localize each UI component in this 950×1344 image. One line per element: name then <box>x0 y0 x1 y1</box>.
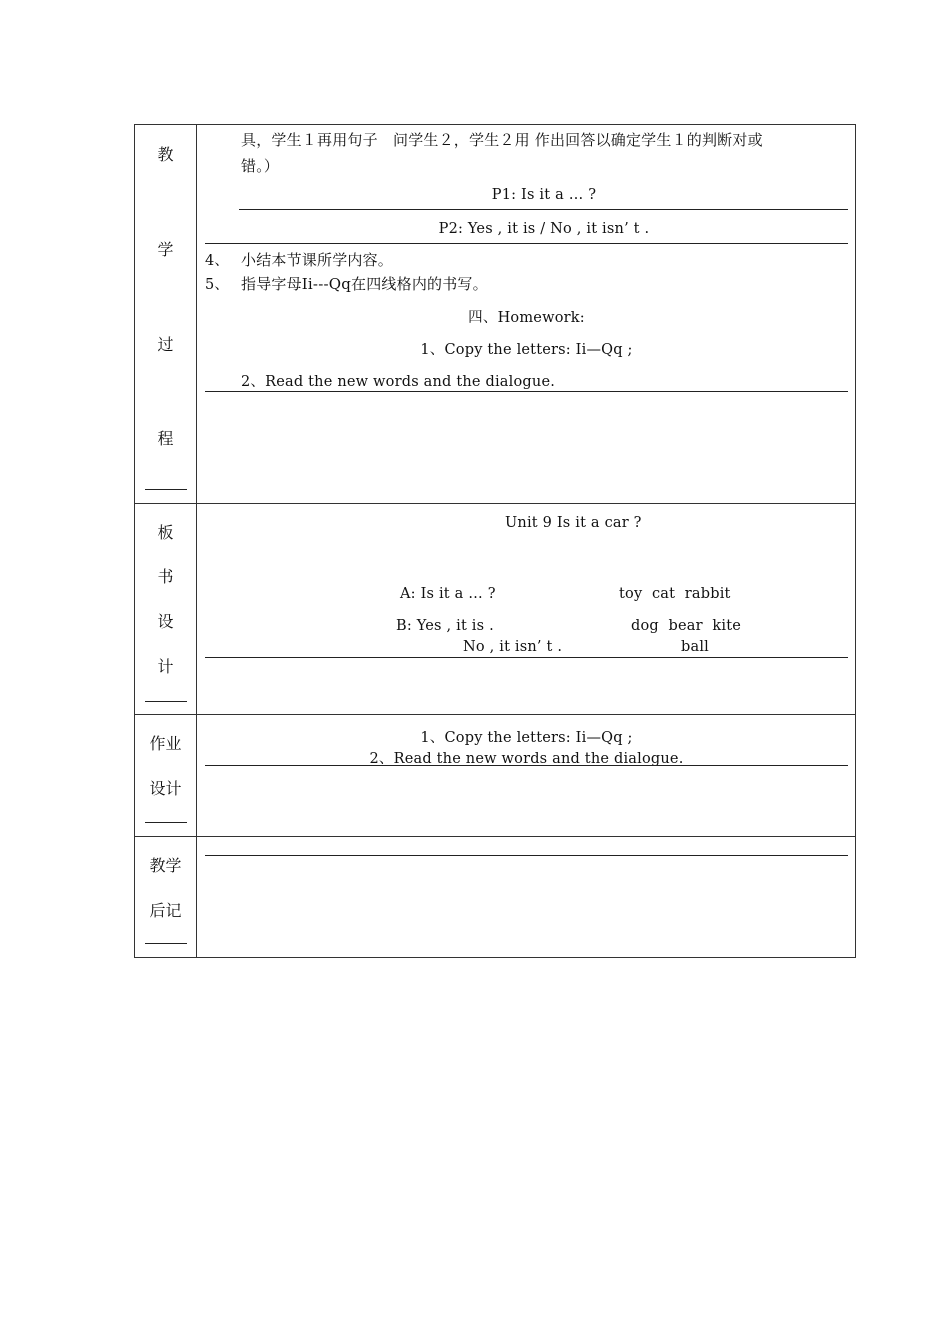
row-divider <box>135 836 855 837</box>
homework-line: 1、Copy the letters: Ii—Qq ; <box>420 730 633 746</box>
board-label-char: 计 <box>157 657 174 676</box>
rule-line <box>239 209 848 210</box>
process-label-char: 教 <box>157 145 174 164</box>
rule-line <box>205 391 848 392</box>
board-answer: B: Yes , it is . <box>396 618 494 634</box>
board-words: ball <box>681 639 710 655</box>
homework-item: 2、Read the new words and the dialogue. <box>241 374 556 390</box>
board-words: toy cat rabbit <box>619 586 731 602</box>
rule-line <box>205 657 848 658</box>
homework-label: 作业 <box>149 734 182 753</box>
intro-line: 错。） <box>241 157 280 175</box>
item-text: 小结本节课所学内容。 <box>241 251 394 269</box>
label-underline <box>145 822 187 823</box>
intro-line: 具，学生１再用句子 问学生２，学生２用 作出回答以确定学生１的判断对或 <box>241 131 763 149</box>
item-text: 指导字母Ii---Qq在四线格内的书写。 <box>241 275 488 293</box>
process-label-char: 过 <box>157 335 174 354</box>
column-divider <box>196 125 197 957</box>
item-number: 5、 <box>205 277 230 293</box>
rule-line <box>205 765 848 766</box>
board-title: Unit 9 Is it a car ? <box>505 515 642 531</box>
label-underline <box>145 701 187 702</box>
p1-line: P1: Is it a … ? <box>491 187 597 203</box>
homework-item: 1、Copy the letters: Ii—Qq ; <box>420 342 633 358</box>
board-label-char: 书 <box>157 567 174 586</box>
homework-line: 2、Read the new words and the dialogue. <box>369 751 684 767</box>
process-label-char: 学 <box>157 240 174 259</box>
process-label-char: 程 <box>157 429 174 448</box>
rule-line <box>205 855 848 856</box>
label-underline <box>145 489 187 490</box>
board-label-char: 设 <box>157 612 174 631</box>
homework-heading: 四、Homework: <box>468 310 585 326</box>
board-label-char: 板 <box>157 523 174 542</box>
board-words: dog bear kite <box>631 618 742 634</box>
lesson-plan-table <box>134 124 856 958</box>
item-number: 4、 <box>205 253 230 269</box>
reflection-label: 教学 <box>149 856 182 875</box>
reflection-label: 后记 <box>149 901 182 920</box>
board-answer: No , it isn’ t . <box>463 639 563 655</box>
label-underline <box>145 943 187 944</box>
row-divider <box>135 503 855 504</box>
row-divider <box>135 714 855 715</box>
homework-label: 设计 <box>149 779 182 798</box>
rule-line <box>205 243 848 244</box>
board-question: A: Is it a … ? <box>400 586 496 602</box>
p2-line: P2: Yes , it is / No , it isn’ t . <box>438 221 650 237</box>
